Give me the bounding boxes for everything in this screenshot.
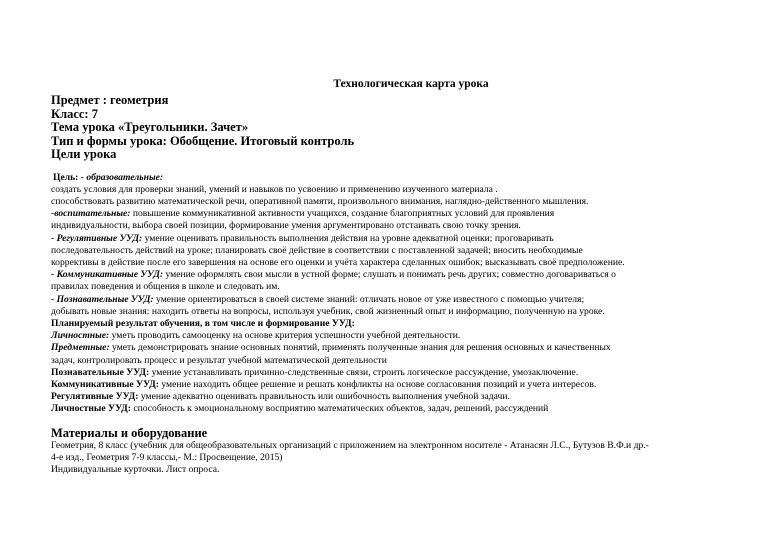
communicative-uud-line	[51, 379, 751, 391]
upbringing-line-1	[51, 208, 751, 220]
cognitive-text: умение ориентироваться в своей системе знаний: отличать новое от уже известного с помощью учителя;	[153, 293, 585, 305]
educational-label: - образовательные:	[80, 171, 164, 183]
regulatory-line-1	[51, 233, 751, 245]
communicative-line-1	[51, 269, 751, 281]
upbringing-line-2: индивидуальности, выбора своей позиции, формирование умения аргументировано отстаивать свою точку зрения.	[51, 220, 521, 232]
personal-line	[51, 330, 751, 342]
regulatory-uud-line	[51, 391, 751, 403]
regulatory-line-2: последовательность действий на уроке; планировать своё действие в соответствии с поставленной задачей; вносить необходимые	[51, 244, 583, 256]
subject-heading: Предмет : геометрия	[51, 93, 169, 107]
cognitive-uud-label: Познавательные УУД:	[51, 366, 150, 378]
personal-uud-text: способность к эмоциональному восприятию математических объектов, задач, решений, рассуждений	[130, 403, 549, 415]
communicative-uud-label: Коммуникативные УУД:	[51, 378, 159, 390]
subject-results-text: уметь демонстрировать знание основных понятий, применять полученные знания для решения основных и качественных	[109, 342, 611, 354]
subject-results-line-2: задач, контролировать процесс и результат учебной математической деятельности	[51, 354, 387, 366]
subject-results-line-1	[51, 342, 751, 354]
upbringing-text: повышение коммуникативной активности учащихся, создание благоприятных условий для проявления	[130, 208, 555, 220]
educational-line-1: создать условия для проверки знаний, умений и навыков по усвоению и применению изученного материала .	[51, 183, 498, 195]
cognitive-uud-line	[51, 367, 751, 379]
personal-text: уметь проводить самооценку на основе критерия успешности учебной деятельности.	[109, 330, 461, 342]
materials-heading: Материалы и оборудование	[51, 425, 208, 440]
regulatory-uud-label: Регулятивные УУД:	[51, 391, 139, 403]
document-title: Технологическая карта урока	[333, 78, 489, 90]
goal-line	[51, 172, 751, 184]
regulatory-text: умение оценивать правильность выполнения действия на уровне адекватной оценки; проговаривать	[142, 232, 554, 244]
materials-line-3: Индивидуальные курточки. Лист опроса.	[51, 463, 220, 475]
materials-line-2: 4-е изд., Геометрия 7-9 классы,- М.: Просвещение, 2015)	[51, 451, 283, 463]
communicative-line-2: правилах поведения и общения в школе и следовать им.	[51, 281, 280, 293]
topic-heading: Тема урока «Треугольники. Зачет»	[51, 120, 249, 134]
cognitive-uud-text: умение устанавливать причинно-следственные связи, строить логическое рассуждение, умозаключение.	[149, 366, 579, 378]
lesson-type-heading: Тип и формы урока: Обобщение. Итоговый контроль	[51, 133, 355, 148]
cognitive-line-1	[51, 294, 751, 306]
communicative-label: - Коммуникативные УУД:	[51, 269, 164, 281]
materials-line-1: Геометрия, 8 класс (учебник для общеобразовательных организаций с приложением на электронном носителе - Атанасян Л.С., Бутузов В.Ф.и др.-	[51, 439, 649, 451]
educational-line-2: способствовать развитию математической речи, оперативной памяти, произвольного внимания, наглядно-действенного мышления.	[51, 195, 589, 207]
personal-uud-label: Личностные УУД:	[51, 403, 131, 415]
grade-heading: Класс: 7	[51, 106, 98, 121]
regulatory-uud-text: умение адекватно оценивать правильность или ошибочность выполнения учебной задачи.	[138, 391, 510, 403]
lesson-plan-document	[51, 78, 751, 476]
goal-label: Цель:	[53, 171, 79, 183]
communicative-uud-text: умение находить общее решение и решать конфликты на основе согласования позиций и учета интересов.	[158, 378, 597, 390]
cognitive-label: - Познавательные УУД:	[51, 293, 154, 305]
cognitive-line-2: добывать новые знания: находить ответы на вопросы, используя учебник, свой жизненный опыт и информацию, полученную на уроке.	[51, 305, 605, 317]
upbringing-label: -воспитательные:	[51, 208, 131, 220]
personal-uud-line	[51, 403, 751, 415]
subject-results-label: Предметные:	[51, 342, 110, 354]
communicative-text: умение оформлять свои мысли в устной форме; слушать и понимать речь других; совместно договариваться о	[163, 269, 616, 281]
planned-results-heading: Планируемый результат обучения, в том числе и формирование УУД:	[51, 317, 355, 329]
regulatory-line-3: коррективы в действие после его завершения на основе его оценки и учёта характера сделанных ошибок; высказывать своё предположение.	[51, 256, 625, 268]
goals-heading: Цели урока	[51, 147, 117, 161]
regulatory-label: - Регулятивные УУД:	[51, 232, 143, 244]
personal-label: Личностные:	[51, 330, 110, 342]
